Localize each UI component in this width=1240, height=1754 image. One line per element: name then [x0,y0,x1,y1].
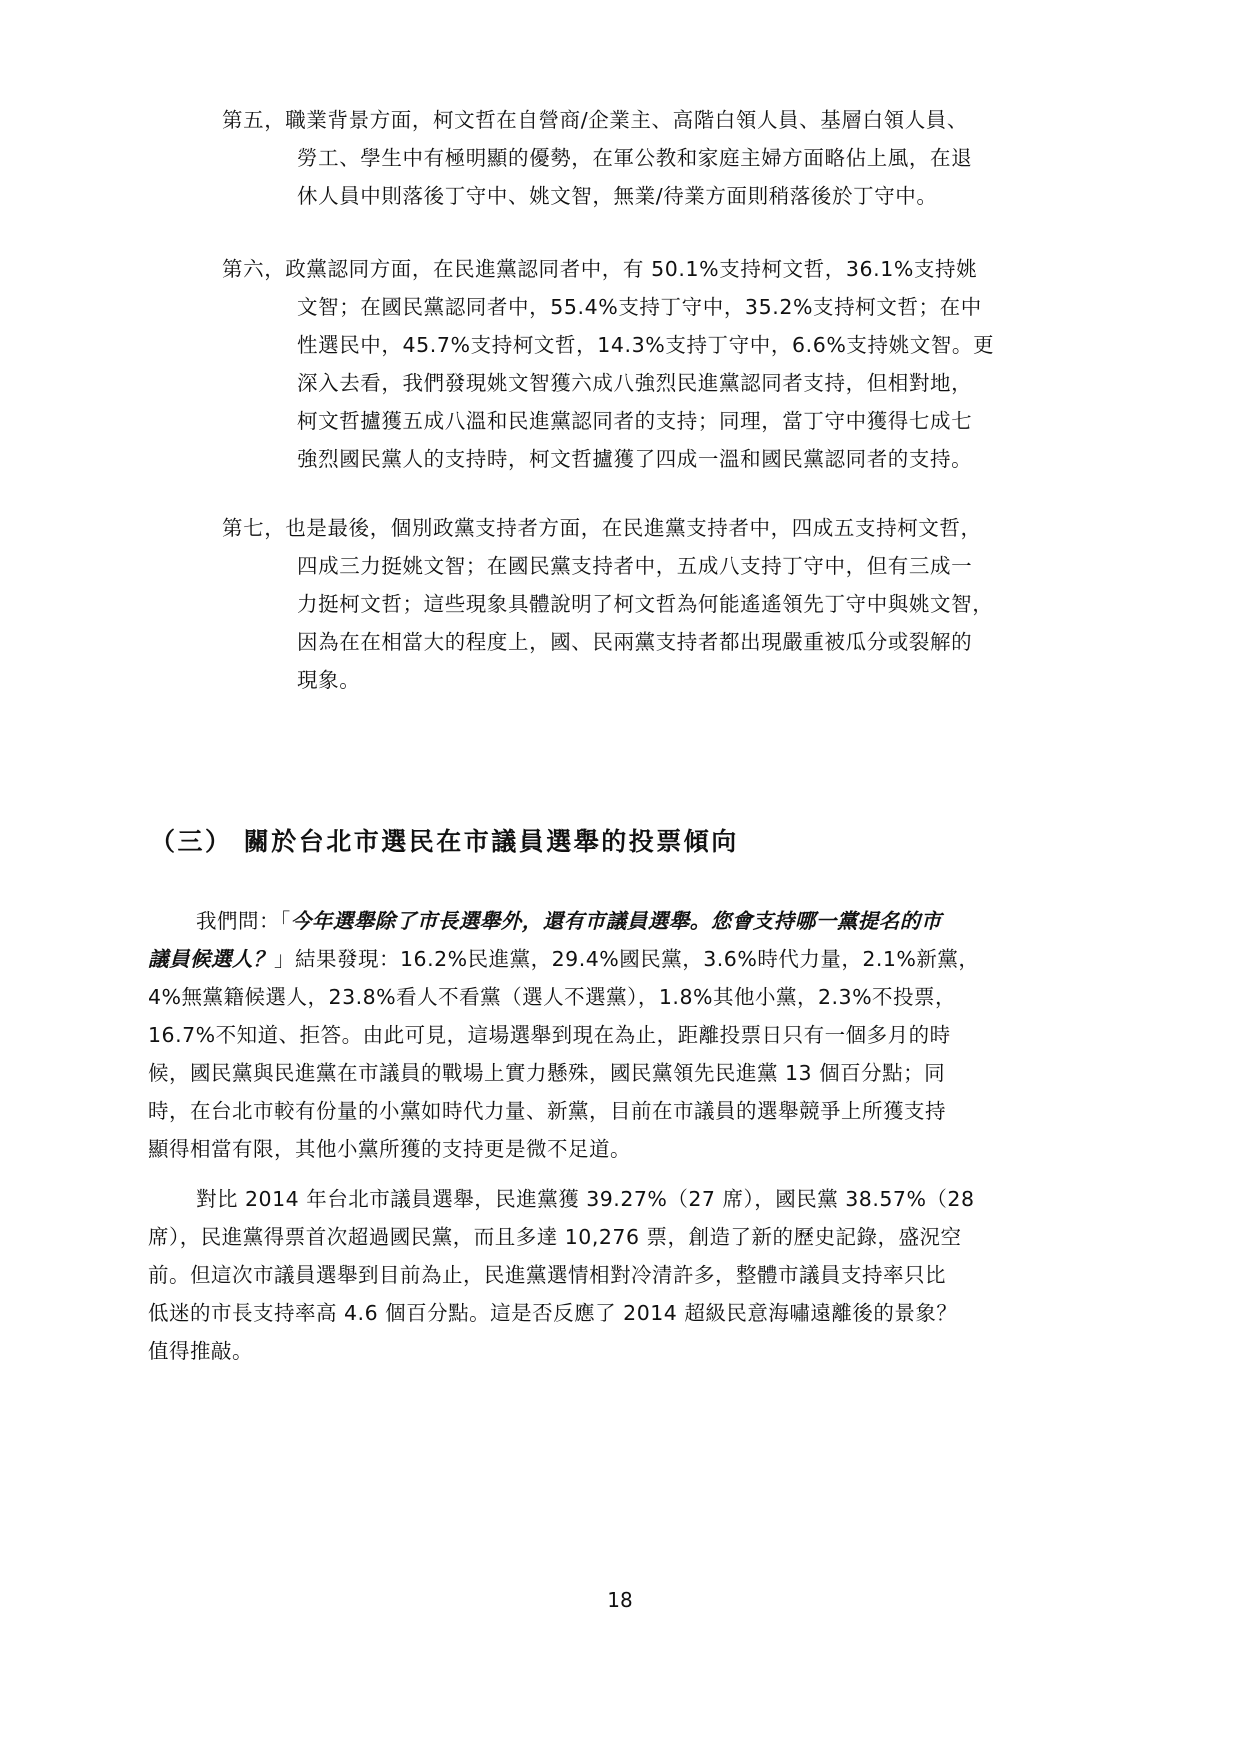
paragraph-line: 前。但這次市議員選舉到目前為止，民進黨選情相對冷清許多，整體市議員支持率只比 [148,1263,946,1287]
paragraph-line: 時，在台北市較有份量的小黨如時代力量、新黨，目前在市議員的選舉競爭上所獲支持 [148,1099,946,1123]
page-number: 18 [607,1588,633,1612]
paragraph-line: 16.7%不知道、拒答。由此可見，這場選舉到現在為止，距離投票日只有一個多月的時 [148,1023,951,1047]
paragraph-line: 顯得相當有限，其他小黨所獲的支持更是微不足道。 [148,1137,631,1161]
point-seventh-line: 四成三力挺姚文智；在國民黨支持者中，五成八支持丁守中，但有三成一 [297,554,973,578]
paragraph-line [148,902,1088,940]
point-fifth-line: 勞工、學生中有極明顯的優勢，在軍公教和家庭主婦方面略佔上風，在退 [297,146,973,170]
paragraph-line: 候，國民黨與民進黨在市議員的戰場上實力懸殊，國民黨領先民進黨 13 個百分點；同 [148,1061,946,1085]
question-prefix: 我們問：「 [196,909,291,933]
point-sixth [222,250,1082,478]
survey-question: 今年選舉除了市長選舉外，還有市議員選舉。您會支持哪一黨提名的市 [290,909,942,933]
results-text: 」結果發現：16.2%民進黨，29.4%國民黨，3.6%時代力量，2.1%新黨， [274,947,980,971]
point-fifth-line: 第五，職業背景方面，柯文哲在自營商/企業主、高階白領人員、基層白領人員、 [222,108,969,132]
paragraph-line: 值得推敲。 [148,1339,253,1363]
point-fifth [222,101,1082,215]
paragraph-survey-results [148,902,1088,1168]
paragraph-line: 4%無黨籍候選人，23.8%看人不看黨（選人不選黨），1.8%其他小黨，2.3%不投票， [148,985,957,1009]
point-seventh-line: 因為在在相當大的程度上，國、民兩黨支持者都出現嚴重被瓜分或裂解的 [297,630,973,654]
point-seventh-line: 第七，也是最後，個別政黨支持者方面，在民進黨支持者中，四成五支持柯文哲， [222,516,982,540]
point-sixth-line: 強烈國民黨人的支持時，柯文哲攎獲了四成一溫和國民黨認同者的支持。 [297,447,973,471]
section-heading: （三） 關於台北市選民在市議員選舉的投票傾向 [150,827,739,856]
point-sixth-line: 深入去看，我們發現姚文智獲六成八強烈民進黨認同者支持，但相對地， [297,371,973,395]
point-seventh [222,509,1082,699]
point-seventh-line: 現象。 [297,668,361,692]
point-sixth-line: 性選民中，45.7%支持柯文哲，14.3%支持丁守中，6.6%支持姚文智。更 [297,333,995,357]
paragraph-line: 對比 2014 年台北市議員選舉，民進黨獲 39.27%（27 席），國民黨 38.57%（28 [196,1187,975,1211]
point-fifth-line: 休人員中則落後丁守中、姚文智，無業/待業方面則稍落後於丁守中。 [297,184,938,208]
point-seventh-line: 力挺柯文哲；這些現象具體說明了柯文哲為何能遙遙領先丁守中與姚文智， [297,592,994,616]
survey-question-end: 議員候選人？ [148,947,274,971]
paragraph-line: 席），民進黨得票首次超過國民黨，而且多達 10,276 票，創造了新的歷史記錄，盛況空 [148,1225,962,1249]
paragraph-2014-comparison [148,1180,1088,1370]
point-sixth-line: 文智；在國民黨認同者中，55.4%支持丁守中，35.2%支持柯文哲；在中 [297,295,982,319]
paragraph-line: 低迷的市長支持率高 4.6 個百分點。這是否反應了 2014 超級民意海嘯遠離後的景象？ [148,1301,958,1325]
paragraph-line [148,940,1088,978]
point-sixth-line: 第六，政黨認同方面，在民進黨認同者中，有 50.1%支持柯文哲，36.1%支持姚 [222,257,978,281]
point-sixth-line: 柯文哲攎獲五成八溫和民進黨認同者的支持；同理，當丁守中獲得七成七 [297,409,973,433]
